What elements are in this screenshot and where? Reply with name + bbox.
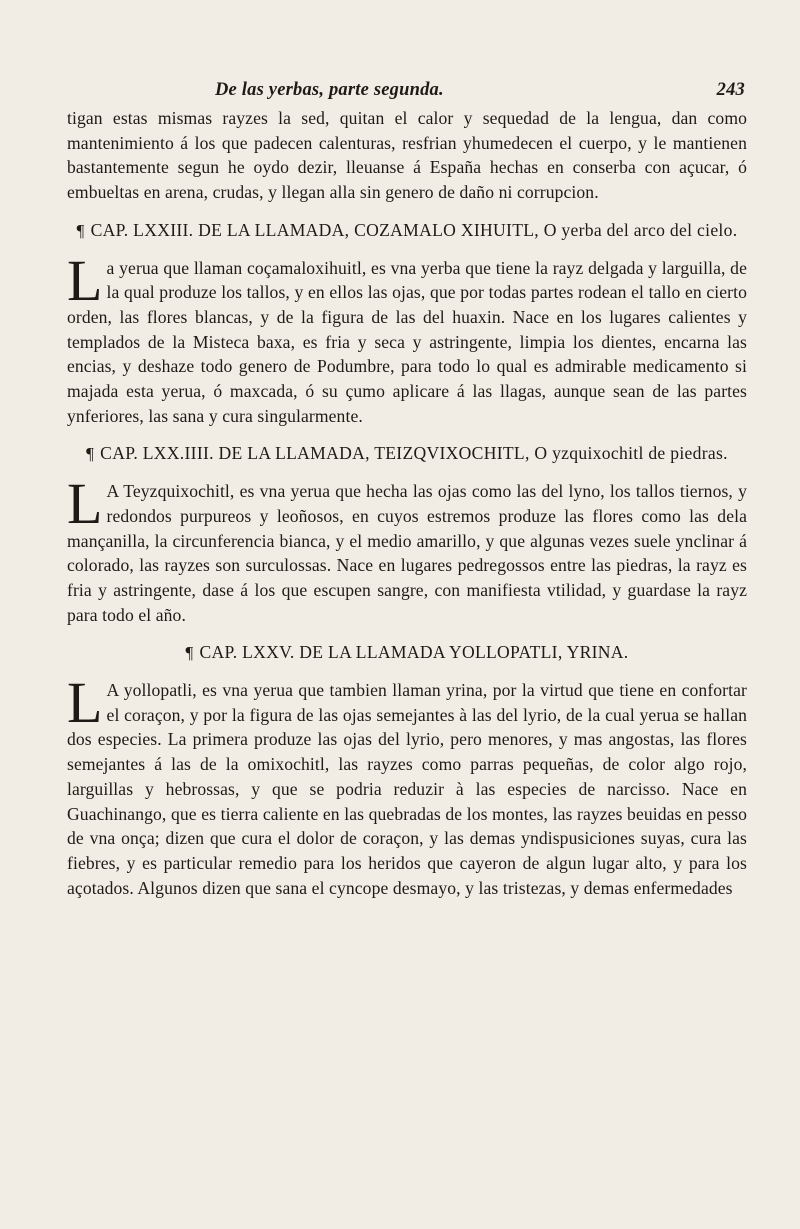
drop-cap-initial: L: [67, 471, 103, 537]
running-title: De las yerbas, parte segunda.: [215, 80, 444, 100]
chapter-title: CAP. LXXV. DE LA LLAMADA YOLLOPATLI, YRINA.: [199, 642, 629, 663]
drop-cap-initial: L: [67, 247, 103, 313]
chapter-heading-lxxv: [67, 640, 747, 666]
drop-cap-initial: L: [67, 670, 103, 736]
pilcrow-icon: ¶: [76, 220, 85, 240]
pilcrow-icon: ¶: [86, 444, 95, 464]
chapter-title: CAP. LXXIII. DE LA LLAMADA, COZAMALO XIHUITL, O yerba del arco del cielo.: [90, 219, 738, 240]
chapter-paragraph: [67, 247, 747, 429]
chapter-body: A Teyzquixochitl, es vna yerua que hecha las ojas como las del lyno, los tallos tiernos, y redondos purpureos y leoñosos, en cuyos estremos produze las flores como las dela mançanilla, la circunferencia bianca, y el medio amarillo, y que algunas vezes suele ynclinar á colorado, las rayzes son surculossas. Nace en lugares pedregossos entre las piedras, la rayz es fria y astringente, dase á los que escupen sangre, con manifiesta vtilidad, y guardase la rayz para todo el año.: [67, 481, 747, 625]
chapter-heading-lxxiii: [67, 218, 747, 244]
intro-paragraph: tigan estas mismas rayzes la sed, quitan el calor y sequedad de la lengua, dan como mantenimiento á los que padecen calenturas, resfrian yhumedecen el cuerpo, y le mantienen bastantemente segun he oydo dezir, lleuanse á España hechas en conserba con açucar, ó embueltas en arena, crudas, y llegan alla sin genero de daño ni corrupcion.: [67, 108, 747, 203]
chapter-paragraph: [67, 471, 747, 627]
pilcrow-icon: ¶: [185, 643, 194, 663]
chapter-body: A yollopatli, es vna yerua que tambien llaman yrina, por la virtud que tiene en confortar el coraçon, y por la figura de las ojas semejantes à las del lyrio, de la cual yerua se hallan dos especies. La primera produze las ojas del lyrio, pero menores, y mas angostas, las flores semejantes á las de la omixochitl, las rayzes como parras pequeñas, de color algo rojo, larguillas y hebrossas, y que se podria reduzir à las especies de narcisso. Nace en Guachinango, que es tierra caliente en las quebradas de los montes, las rayzes beuidas en pesso de vna onça; dizen que cura el dolor de coraçon, y las demas yndispusiciones suyas, cura las fiebres, y es particular remedio para los heridos que cayeron de algun lugar alto, y para los açotados. Algunos dizen que sana el cyncope desmayo, y las tristezas, y demas enfermedades: [67, 680, 747, 898]
running-head: [67, 80, 747, 106]
chapter-heading-lxxiiii: [67, 441, 747, 467]
chapter-paragraph: [67, 670, 747, 900]
chapter-title: CAP. LXX.IIII. DE LA LLAMADA, TEIZQVIXOCHITL, O yzquixochitl de piedras.: [100, 443, 728, 464]
page-number: 243: [716, 80, 745, 100]
chapter-body: a yerua que llaman coçamaloxihuitl, es vna yerba que tiene la rayz delgada y larguilla, de la qual produze los tallos, y en ellos las ojas, que por todas partes rodean el tallo en cierto orden, las flores blancas, y de la figura de las del huaxin. Nace en los lugares calientes y templados de la Misteca baxa, es fria y seca y astringente, limpia los dientes, encarna las encias, y deshaze todo genero de Podumbre, para todo lo qual es admirable medicamento si majada esta yerua, ó maxcada, ó su çumo aplicare á las llagas, aunque sean de las partes ynferiores, las sana y cura singularmente.: [67, 257, 747, 426]
book-page: [67, 80, 747, 900]
text-block: [67, 106, 747, 900]
